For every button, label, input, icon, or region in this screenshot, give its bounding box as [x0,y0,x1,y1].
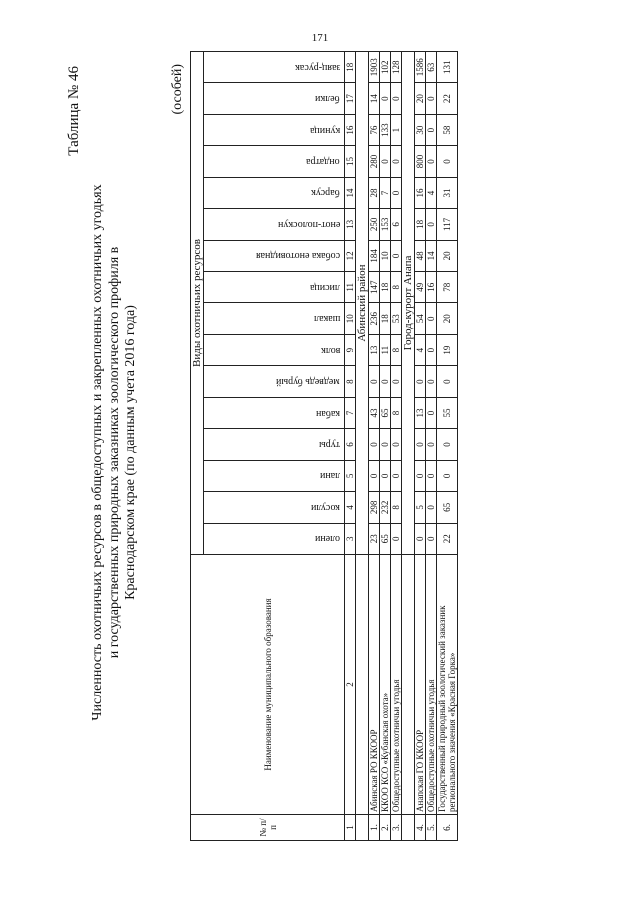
value-cell: 0 [391,83,402,114]
units-label: (особей) [170,64,185,115]
index-cell: 16 [345,114,356,145]
value-cell: 6 [391,209,402,240]
value-cell: 131 [437,52,458,83]
value-cell: 0 [391,146,402,177]
group-name-cell [356,555,369,815]
value-cell: 0 [437,460,458,491]
value-cell: 1 [391,114,402,145]
index-cell: 14 [345,177,356,208]
header-species [204,177,345,208]
value-cell: 280 [369,146,380,177]
value-cell: 0 [391,366,402,397]
value-cell: 1586 [415,52,426,83]
value-cell: 20 [437,303,458,334]
value-cell: 10 [380,240,391,271]
header-species [204,209,345,240]
species-label: олени [315,533,340,545]
table-label: Таблица № 46 [66,66,82,156]
species-label: медведь бурый [276,376,340,388]
value-cell: 4 [426,177,437,208]
value-cell: 58 [437,114,458,145]
value-cell: 0 [426,303,437,334]
group-num-cell [402,815,415,841]
index-cell: 7 [345,397,356,428]
species-label: ондатра [306,156,340,168]
value-cell: 153 [380,209,391,240]
index-cell: 8 [345,366,356,397]
row-num: 4. [415,815,426,841]
value-cell: 7 [380,177,391,208]
value-cell: 53 [391,303,402,334]
index-cell: 6 [345,429,356,460]
value-cell: 8 [391,334,402,365]
header-species [204,397,345,428]
value-cell: 232 [380,492,391,523]
value-cell: 0 [391,240,402,271]
table-title [90,50,140,855]
header-species [204,429,345,460]
index-cell: 5 [345,460,356,491]
value-cell: 0 [369,366,380,397]
value-cell: 18 [380,272,391,303]
value-cell: 65 [380,397,391,428]
index-cell: 18 [345,52,356,83]
value-cell: 8 [391,397,402,428]
value-cell: 54 [415,303,426,334]
row-name: Общедоступные охотничьи угодья [426,555,437,815]
value-cell: 48 [415,240,426,271]
header-num: № п/п [191,815,345,841]
value-cell: 49 [415,272,426,303]
table-row [369,52,380,841]
value-cell: 78 [437,272,458,303]
row-name: ККОО КСО «Кубанская охота» [380,555,391,815]
row-num: 3. [391,815,402,841]
row-name: Общедоступные охотничьи угодья [391,555,402,815]
header-species [204,240,345,271]
value-cell: 117 [437,209,458,240]
row-num: 6. [437,815,458,841]
value-cell: 18 [415,209,426,240]
value-cell: 0 [426,397,437,428]
value-cell: 16 [426,272,437,303]
value-cell: 22 [437,83,458,114]
value-cell: 0 [369,429,380,460]
value-cell: 800 [415,146,426,177]
value-cell: 76 [369,114,380,145]
group-name-cell [402,555,415,815]
group-row [402,52,415,841]
value-cell: 0 [437,429,458,460]
value-cell: 8 [391,272,402,303]
value-cell: 133 [380,114,391,145]
hunting-resources-table [190,51,458,841]
group-num-cell [356,815,369,841]
index-cell: 10 [345,303,356,334]
species-label: собака енотовидная [255,250,340,262]
value-cell: 0 [426,460,437,491]
header-species [204,523,345,554]
table-row [380,52,391,841]
value-cell: 0 [426,114,437,145]
species-label: косули [311,501,340,513]
value-cell: 0 [380,460,391,491]
value-cell: 0 [426,334,437,365]
value-cell: 0 [391,429,402,460]
value-cell: 236 [369,303,380,334]
value-cell: 0 [426,366,437,397]
value-cell: 19 [437,334,458,365]
index-cell: 12 [345,240,356,271]
title-line: Численность охотничьих ресурсов в общедоступных и закрепленных охотничьих угодьях [90,184,105,721]
table-row [437,52,458,841]
value-cell: 184 [369,240,380,271]
header-species [204,492,345,523]
value-cell: 5 [415,492,426,523]
header-species [204,146,345,177]
value-cell: 0 [426,146,437,177]
value-cell: 147 [369,272,380,303]
value-cell: 55 [437,397,458,428]
value-cell: 23 [369,523,380,554]
header-species [204,272,345,303]
species-label: белки [315,93,340,105]
value-cell: 20 [415,83,426,114]
header-species [204,52,345,83]
species-label: заяц-русак [294,61,340,73]
value-cell: 0 [426,523,437,554]
header-species [204,83,345,114]
value-cell: 0 [426,429,437,460]
value-cell: 11 [380,334,391,365]
value-cell: 0 [380,429,391,460]
table-row [391,52,402,841]
index-cell: 17 [345,83,356,114]
group-title: Город-курорт Анапа [402,52,415,555]
index-cell: 15 [345,146,356,177]
value-cell: 43 [369,397,380,428]
species-label: туры [319,438,340,450]
value-cell: 14 [426,240,437,271]
header-species-group: Виды охотничьих ресурсов [191,52,204,555]
row-name: Государственный природный зоологический заказник регионального значения «Красная Горка» [437,555,458,815]
value-cell: 65 [437,492,458,523]
table-body [356,52,458,841]
value-cell: 298 [369,492,380,523]
value-cell: 28 [369,177,380,208]
value-cell: 22 [437,523,458,554]
species-label: лисица [310,281,340,293]
row-num: 1. [369,815,380,841]
header-species [204,366,345,397]
value-cell: 1903 [369,52,380,83]
header-species [204,334,345,365]
value-cell: 13 [415,397,426,428]
rotated-content [60,50,580,855]
value-cell: 0 [415,523,426,554]
row-num: 5. [426,815,437,841]
species-label: лани [319,470,340,482]
header-species [204,114,345,145]
index-cell: 9 [345,334,356,365]
value-cell: 4 [415,334,426,365]
value-cell: 63 [426,52,437,83]
species-label: волк [320,344,340,356]
value-cell: 18 [380,303,391,334]
value-cell: 30 [415,114,426,145]
index-cell: 4 [345,492,356,523]
value-cell: 0 [380,83,391,114]
header-species [204,303,345,334]
value-cell: 13 [369,334,380,365]
index-cell: 13 [345,209,356,240]
value-cell: 0 [391,460,402,491]
value-cell: 0 [391,523,402,554]
table-row [426,52,437,841]
index-cell: 3 [345,523,356,554]
value-cell: 0 [415,366,426,397]
title-line: Краснодарском крае (по данным учета 2016 года) [123,305,138,600]
header-species [204,460,345,491]
row-num: 2. [380,815,391,841]
header-row-group [191,52,204,841]
value-cell: 31 [437,177,458,208]
group-title: Абинский район [356,52,369,555]
value-cell: 0 [369,460,380,491]
value-cell: 14 [369,83,380,114]
value-cell: 16 [415,177,426,208]
value-cell: 0 [426,492,437,523]
index-cell: 11 [345,272,356,303]
value-cell: 65 [380,523,391,554]
value-cell: 0 [391,177,402,208]
value-cell: 8 [391,492,402,523]
value-cell: 0 [437,146,458,177]
value-cell: 0 [426,209,437,240]
value-cell: 0 [437,366,458,397]
value-cell: 0 [415,460,426,491]
species-label: енот-полоскун [277,218,340,230]
value-cell: 0 [380,146,391,177]
value-cell: 102 [380,52,391,83]
species-label: шакал [313,313,340,325]
title-line: и государственных природных заказниках зоологического профиля в [106,246,122,659]
page-number: 171 [311,32,329,44]
row-name: Анапская ГО ККООР [415,555,426,815]
value-cell: 0 [380,366,391,397]
value-cell: 250 [369,209,380,240]
species-label: кабан [315,407,340,419]
index-cell: 2 [345,555,356,815]
value-cell: 128 [391,52,402,83]
value-cell: 0 [426,83,437,114]
index-row [345,52,356,841]
value-cell: 0 [415,429,426,460]
species-label: куница [309,124,340,136]
row-name: Абинская РО ККООР [369,555,380,815]
table-row [415,52,426,841]
species-label: барсук [311,187,340,199]
index-cell: 1 [345,815,356,841]
header-name: Наименование муниципального образования [191,555,345,815]
value-cell: 20 [437,240,458,271]
group-row [356,52,369,841]
